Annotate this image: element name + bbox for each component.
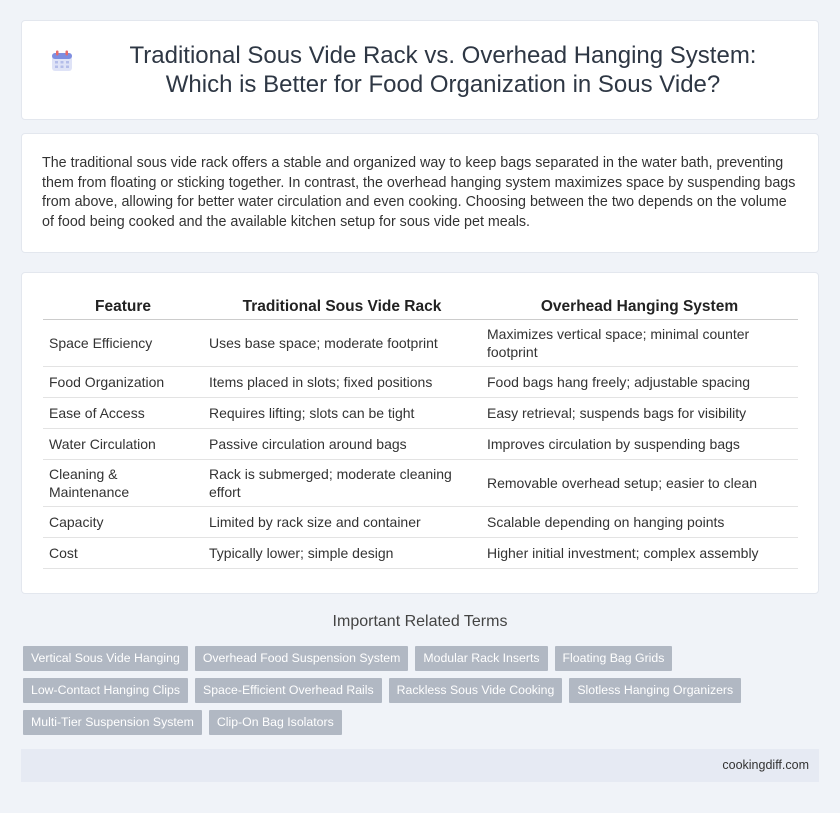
rack-cell: Rack is submerged; moderate cleaning effort	[203, 460, 481, 507]
header-traditional-rack: Traditional Sous Vide Rack	[203, 295, 481, 320]
feature-cell: Space Efficiency	[43, 320, 203, 367]
footer-site-link[interactable]: cookingdiff.com	[722, 758, 809, 772]
header-card	[21, 20, 819, 120]
related-term-tag[interactable]: Low-Contact Hanging Clips	[23, 678, 188, 703]
feature-cell: Cleaning & Maintenance	[43, 460, 203, 507]
page-title: Traditional Sous Vide Rack vs. Overhead Hanging System: Which is Better for Food Organization in Sous Vide?	[129, 42, 757, 98]
related-term-tag[interactable]: Multi-Tier Suspension System	[23, 710, 202, 735]
feature-cell: Ease of Access	[43, 398, 203, 429]
table-row	[43, 398, 798, 429]
feature-cell: Cost	[43, 538, 203, 569]
feature-cell: Food Organization	[43, 367, 203, 398]
table-row	[43, 429, 798, 460]
header-feature: Feature	[43, 295, 203, 320]
rack-cell: Typically lower; simple design	[203, 538, 481, 569]
rack-cell: Requires lifting; slots can be tight	[203, 398, 481, 429]
intro-card	[21, 133, 819, 253]
comparison-card	[21, 272, 819, 594]
table-header-row	[43, 295, 798, 320]
comparison-table	[43, 295, 798, 569]
related-terms-list	[23, 646, 823, 742]
table-row	[43, 367, 798, 398]
related-term-tag[interactable]: Space-Efficient Overhead Rails	[195, 678, 382, 703]
feature-cell: Water Circulation	[43, 429, 203, 460]
table-row	[43, 507, 798, 538]
related-term-tag[interactable]: Floating Bag Grids	[555, 646, 673, 671]
table-row	[43, 320, 798, 367]
rack-cell: Items placed in slots; fixed positions	[203, 367, 481, 398]
rack-cell: Limited by rack size and container	[203, 507, 481, 538]
related-term-tag[interactable]: Slotless Hanging Organizers	[569, 678, 741, 703]
related-term-tag[interactable]: Vertical Sous Vide Hanging	[23, 646, 188, 671]
overhead-cell: Easy retrieval; suspends bags for visibility	[481, 398, 798, 429]
header-overhead-system: Overhead Hanging System	[481, 295, 798, 320]
footer	[21, 749, 819, 782]
overhead-cell: Removable overhead setup; easier to clean	[481, 460, 798, 507]
related-terms-title: Important Related Terms	[332, 613, 508, 630]
related-term-tag[interactable]: Rackless Sous Vide Cooking	[389, 678, 563, 703]
intro-text: The traditional sous vide rack offers a stable and organized way to keep bags separated in the water bath, preventing them from floating or sticking together. In contrast, the overhead hanging system maximizes space by suspending bags from above, allowing for better water circulation and even cooking. Choosing between the two depends on the volume of food being cooked and the available kitchen setup for sous vide pet meals.	[42, 155, 796, 230]
related-term-tag[interactable]: Overhead Food Suspension System	[195, 646, 409, 671]
related-term-tag[interactable]: Clip-On Bag Isolators	[209, 710, 342, 735]
rack-cell: Passive circulation around bags	[203, 429, 481, 460]
overhead-cell: Food bags hang freely; adjustable spacing	[481, 367, 798, 398]
overhead-cell: Higher initial investment; complex assembly	[481, 538, 798, 569]
rack-cell: Uses base space; moderate footprint	[203, 320, 481, 367]
overhead-cell: Scalable depending on hanging points	[481, 507, 798, 538]
overhead-cell: Maximizes vertical space; minimal counter footprint	[481, 320, 798, 367]
table-row	[43, 538, 798, 569]
table-row	[43, 460, 798, 507]
overhead-cell: Improves circulation by suspending bags	[481, 429, 798, 460]
related-term-tag[interactable]: Modular Rack Inserts	[415, 646, 547, 671]
feature-cell: Capacity	[43, 507, 203, 538]
calendar-icon	[50, 49, 74, 73]
